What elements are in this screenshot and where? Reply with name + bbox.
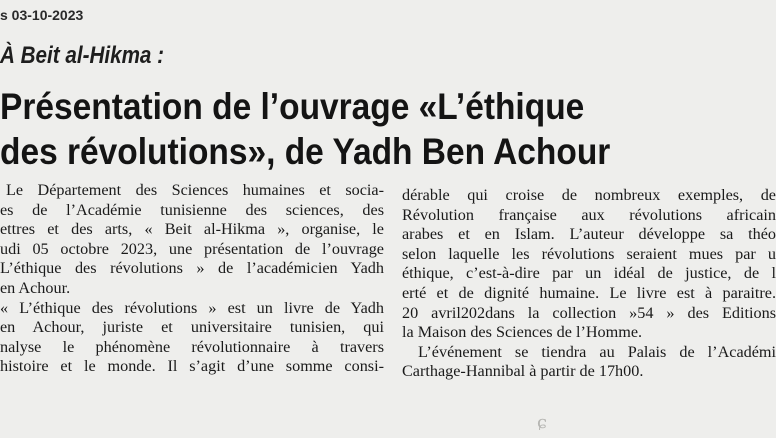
headline-line-2: des révolutions», de Yadh Ben Achour (0, 131, 611, 172)
body-line: erté et de dignité humaine. Le livre est à paraitre. (402, 283, 776, 302)
article-headline (0, 84, 610, 174)
dateline: s 03-10-2023 (0, 7, 84, 23)
kicker-heading: À Beit al-Hikma : (0, 42, 165, 69)
body-line: Révolution française aux révolutions africain (402, 205, 776, 224)
body-line: éthique, c’est-à-dire par un idéal de justice, de l (402, 264, 776, 283)
body-line: en Achour, juriste et universitaire tunisien, qui (0, 318, 384, 337)
body-line: dérable qui croise de nombreux exemples, de (402, 186, 776, 204)
article-column-right (402, 186, 776, 382)
scan-artifact-mark: ɕ (537, 412, 548, 433)
headline-line-1: Présentation de l’ouvrage «L’éthique (0, 86, 585, 127)
body-line: nalyse le phénomène révolutionnaire à travers (0, 337, 384, 356)
article-column-left (0, 181, 384, 377)
body-line: en Achour. (0, 278, 71, 297)
body-line: es de l’Académie tunisienne des sciences, des (0, 200, 384, 219)
body-line: « L’éthique des révolutions » est un livre de Yadh (0, 298, 384, 317)
body-line: la Maison des Sciences de l’Homme. (402, 323, 643, 342)
body-line: L’événement se tiendra au Palais de l’Académi (418, 342, 776, 361)
body-line: ettres et des arts, « Beit al-Hikma », organise, le (0, 220, 384, 239)
body-line: histoire et le monde. Il s’agit d’une somme consi- (0, 357, 384, 376)
body-line: selon laquelle les révolutions seraient mues par u (402, 244, 776, 263)
body-line: arabes et en Islam. L’auteur développe sa théo (402, 225, 776, 244)
body-line: L’éthique des révolutions » de l’académicien Yadh (0, 259, 384, 278)
body-line: udi 05 octobre 2023, une présentation de l’ouvrage (0, 239, 384, 258)
body-line: 20 avril202dans la collection »54 » des Editions (402, 303, 776, 322)
body-line: Le Département des Sciences humaines et socia- (6, 181, 384, 199)
body-line: Carthage-Hannibal à partir de 17h00. (402, 362, 644, 381)
